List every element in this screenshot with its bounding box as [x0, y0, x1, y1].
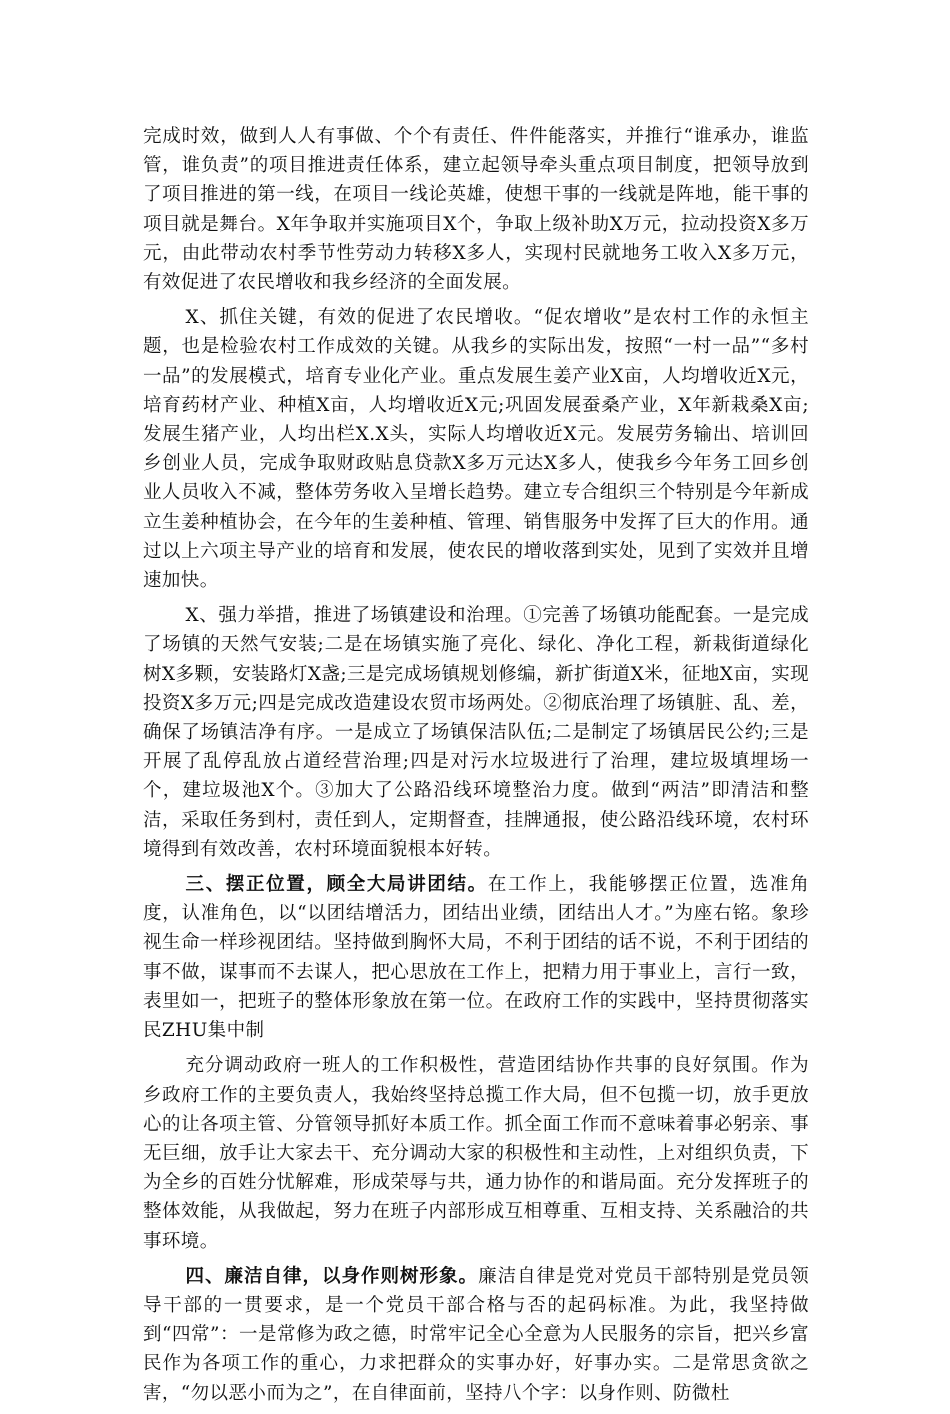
paragraph-1: [143, 122, 809, 297]
paragraph-3: [143, 601, 809, 864]
paragraph-5: [143, 1051, 809, 1255]
paragraph-5-text: 充分调动政府一班人的工作积极性，营造团结协作共事的良好氛围。作为乡政府工作的主要负责人，我始终坚持总揽工作大局，但不包揽一切，放手更放心的让各项主管、分管领导抓好本质工作。抓全面工作而不意味着事必躬亲、事无巨细，放手让大家去干、充分调动大家的积极性和主动性，上对组织负责，下为全乡的百姓分忧解难，形成荣辱与共，通力协作的和谐局面。充分发挥班子的整体效能，从我做起，努力在班子内部形成互相尊重、互相支持、关系融洽的共事环境。: [143, 1055, 809, 1252]
paragraph-1-text: 完成时效，做到人人有事做、个个有责任、件件能落实，并推行“谁承办，谁监管，谁负责”的项目推进责任体系，建立起领导牵头重点项目制度，把领导放到了项目推进的第一线，在项目一线论英雄，使想干事的一线就是阵地，能干事的项目就是舞台。X年争取并实施项目X个，争取上级补助X万元，拉动投资X多万元，由此带动农村季节性劳动力转移X多人，实现村民就地务工收入X多万元，有效促进了农民增收和我乡经济的全面发展。: [143, 126, 809, 294]
paragraph-2-text: X、抓住关键，有效的促进了农民增收。“促农增收”是农村工作的永恒主题，也是检验农村工作成效的关键。从我乡的实际出发，按照“一村一品”“多村一品”的发展模式，培育专业化产业。重点发展生姜产业X亩，人均增收近X元，培育药材产业、种植X亩，人均增收近X元;巩固发展蚕桑产业，X年新栽桑X亩;发展生猪产业，人均出栏X.X头，实际人均增收近X元。发展劳务输出、培训回乡创业人员，完成争取财政贴息贷款X多万元达X多人，使我乡今年务工回乡创业人员收入不减，整体劳务收入呈增长趋势。建立专合组织三个特别是今年新成立生姜种植协会，在今年的生姜种植、管理、销售服务中发挥了巨大的作用。通过以上六项主导产业的培育和发展，使农民的增收落到实处，见到了实效并且增速加快。: [143, 307, 809, 592]
document-page: [143, 122, 809, 1414]
paragraph-4: [143, 870, 809, 1045]
paragraph-2: [143, 303, 809, 595]
paragraph-6-text: 廉洁自律是党对党员干部特别是党员领导干部的一贯要求，是一个党员干部合格与否的起码标准。为此，我坚持做到“四常”：一是常修为政之德，时常牢记全心全意为人民服务的宗旨，把兴乡富民作为各项工作的重心，力求把群众的实事办好，好事办实。二是常思贪欲之害，“勿以恶小而为之”，在自律面前，坚持八个字：以身作则、防微杜: [143, 1265, 809, 1404]
paragraph-3-text: X、强力举措，推进了场镇建设和治理。①完善了场镇功能配套。一是完成了场镇的天然气安装;二是在场镇实施了亮化、绿化、净化工程，新栽街道绿化树X多颗，安装路灯X盏;三是完成场镇规划修编，新扩街道X米，征地X亩，实现投资X多万元;四是完成改造建设农贸市场两处。②彻底治理了场镇脏、乱、差，确保了场镇洁净有序。一是成立了场镇保洁队伍;二是制定了场镇居民公约;三是开展了乱停乱放占道经营治理;四是对污水垃圾进行了治理，建垃圾填埋场一个，建垃圾池X个。③加大了公路沿线环境整治力度。做到“两洁”即清洁和整洁，采取任务到村，责任到人，定期督查，挂牌通报，使公路沿线环境，农村环境得到有效改善，农村环境面貌根本好转。: [143, 605, 809, 860]
paragraph-6: [143, 1262, 809, 1408]
paragraph-4-text: 在工作上，我能够摆正位置，选准角度，认准角色，以“以团结增活力，团结出业绩，团结出人才。”为座右铭。象珍视生命一样珍视团结。坚持做到胸怀大局，不利于团结的话不说，不利于团结的事不做，谋事而不去谋人，把心思放在工作上，把精力用于事业上，言行一致，表里如一，把班子的整体形象放在第一位。在政府工作的实践中，坚持贯彻落实民ZHU集中制: [143, 874, 809, 1042]
section-heading-3: 三、摆正位置，顾全大局讲团结。: [185, 874, 488, 896]
section-heading-4: 四、廉洁自律，以身作则树形象。: [185, 1265, 479, 1287]
